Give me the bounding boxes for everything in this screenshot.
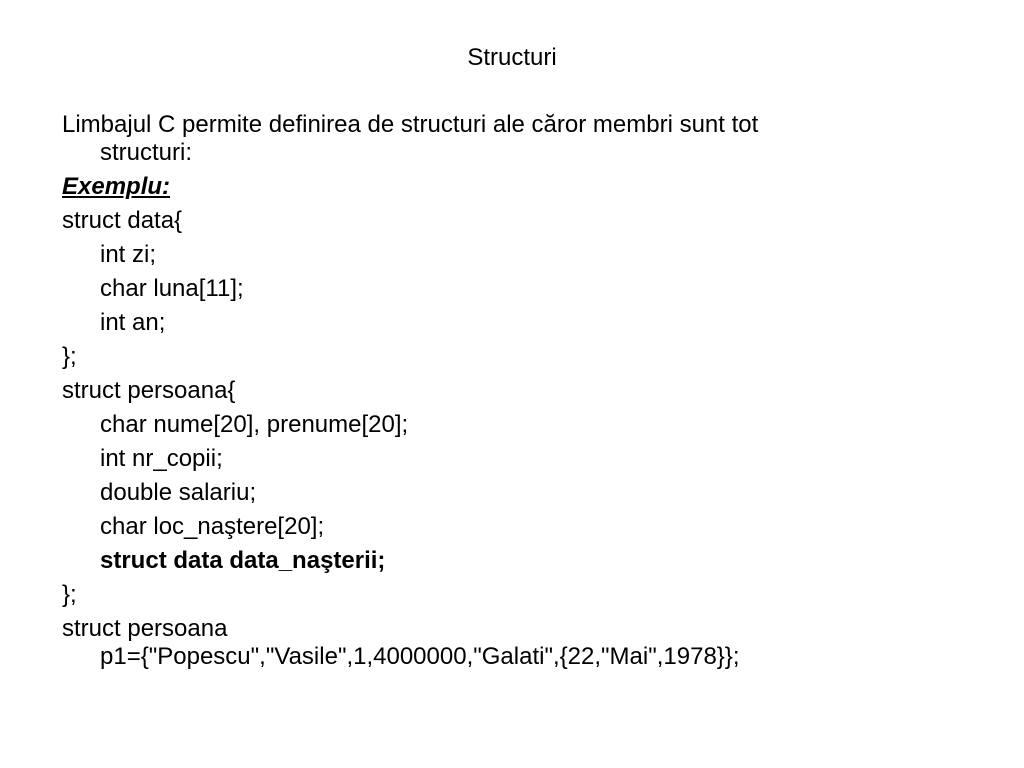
code-line-double-salariu: double salariu; bbox=[100, 479, 257, 506]
code-line-int-nr-copii: int nr_copii; bbox=[100, 445, 223, 472]
intro-text-line-1: Limbajul C permite definirea de structuri ale căror membri sunt tot bbox=[62, 111, 759, 138]
code-line-struct-persoana: struct persoana{ bbox=[62, 377, 236, 404]
example-heading: Exemplu: bbox=[62, 173, 171, 200]
code-line-char-loc-nastere: char loc_naştere[20]; bbox=[100, 513, 325, 540]
code-line-char-luna: char luna[11]; bbox=[100, 275, 244, 302]
intro-text-line-2: structuri: bbox=[100, 139, 193, 166]
code-line-struct-persoana-p1: struct persoana bbox=[62, 615, 228, 642]
code-line-close-persoana: }; bbox=[62, 581, 77, 608]
code-line-struct-data-nasterii: struct data data_naşterii; bbox=[100, 547, 386, 574]
code-line-int-an: int an; bbox=[100, 309, 166, 336]
code-line-struct-data: struct data{ bbox=[62, 207, 183, 234]
code-line-p1-initializer: p1={"Popescu","Vasile",1,4000000,"Galati",{22,"Mai",1978}}; bbox=[100, 643, 740, 670]
code-line-int-zi: int zi; bbox=[100, 241, 157, 268]
code-line-char-nume: char nume[20], prenume[20]; bbox=[100, 411, 409, 438]
slide-title: Structuri bbox=[467, 44, 557, 71]
code-line-close-data: }; bbox=[62, 343, 77, 370]
